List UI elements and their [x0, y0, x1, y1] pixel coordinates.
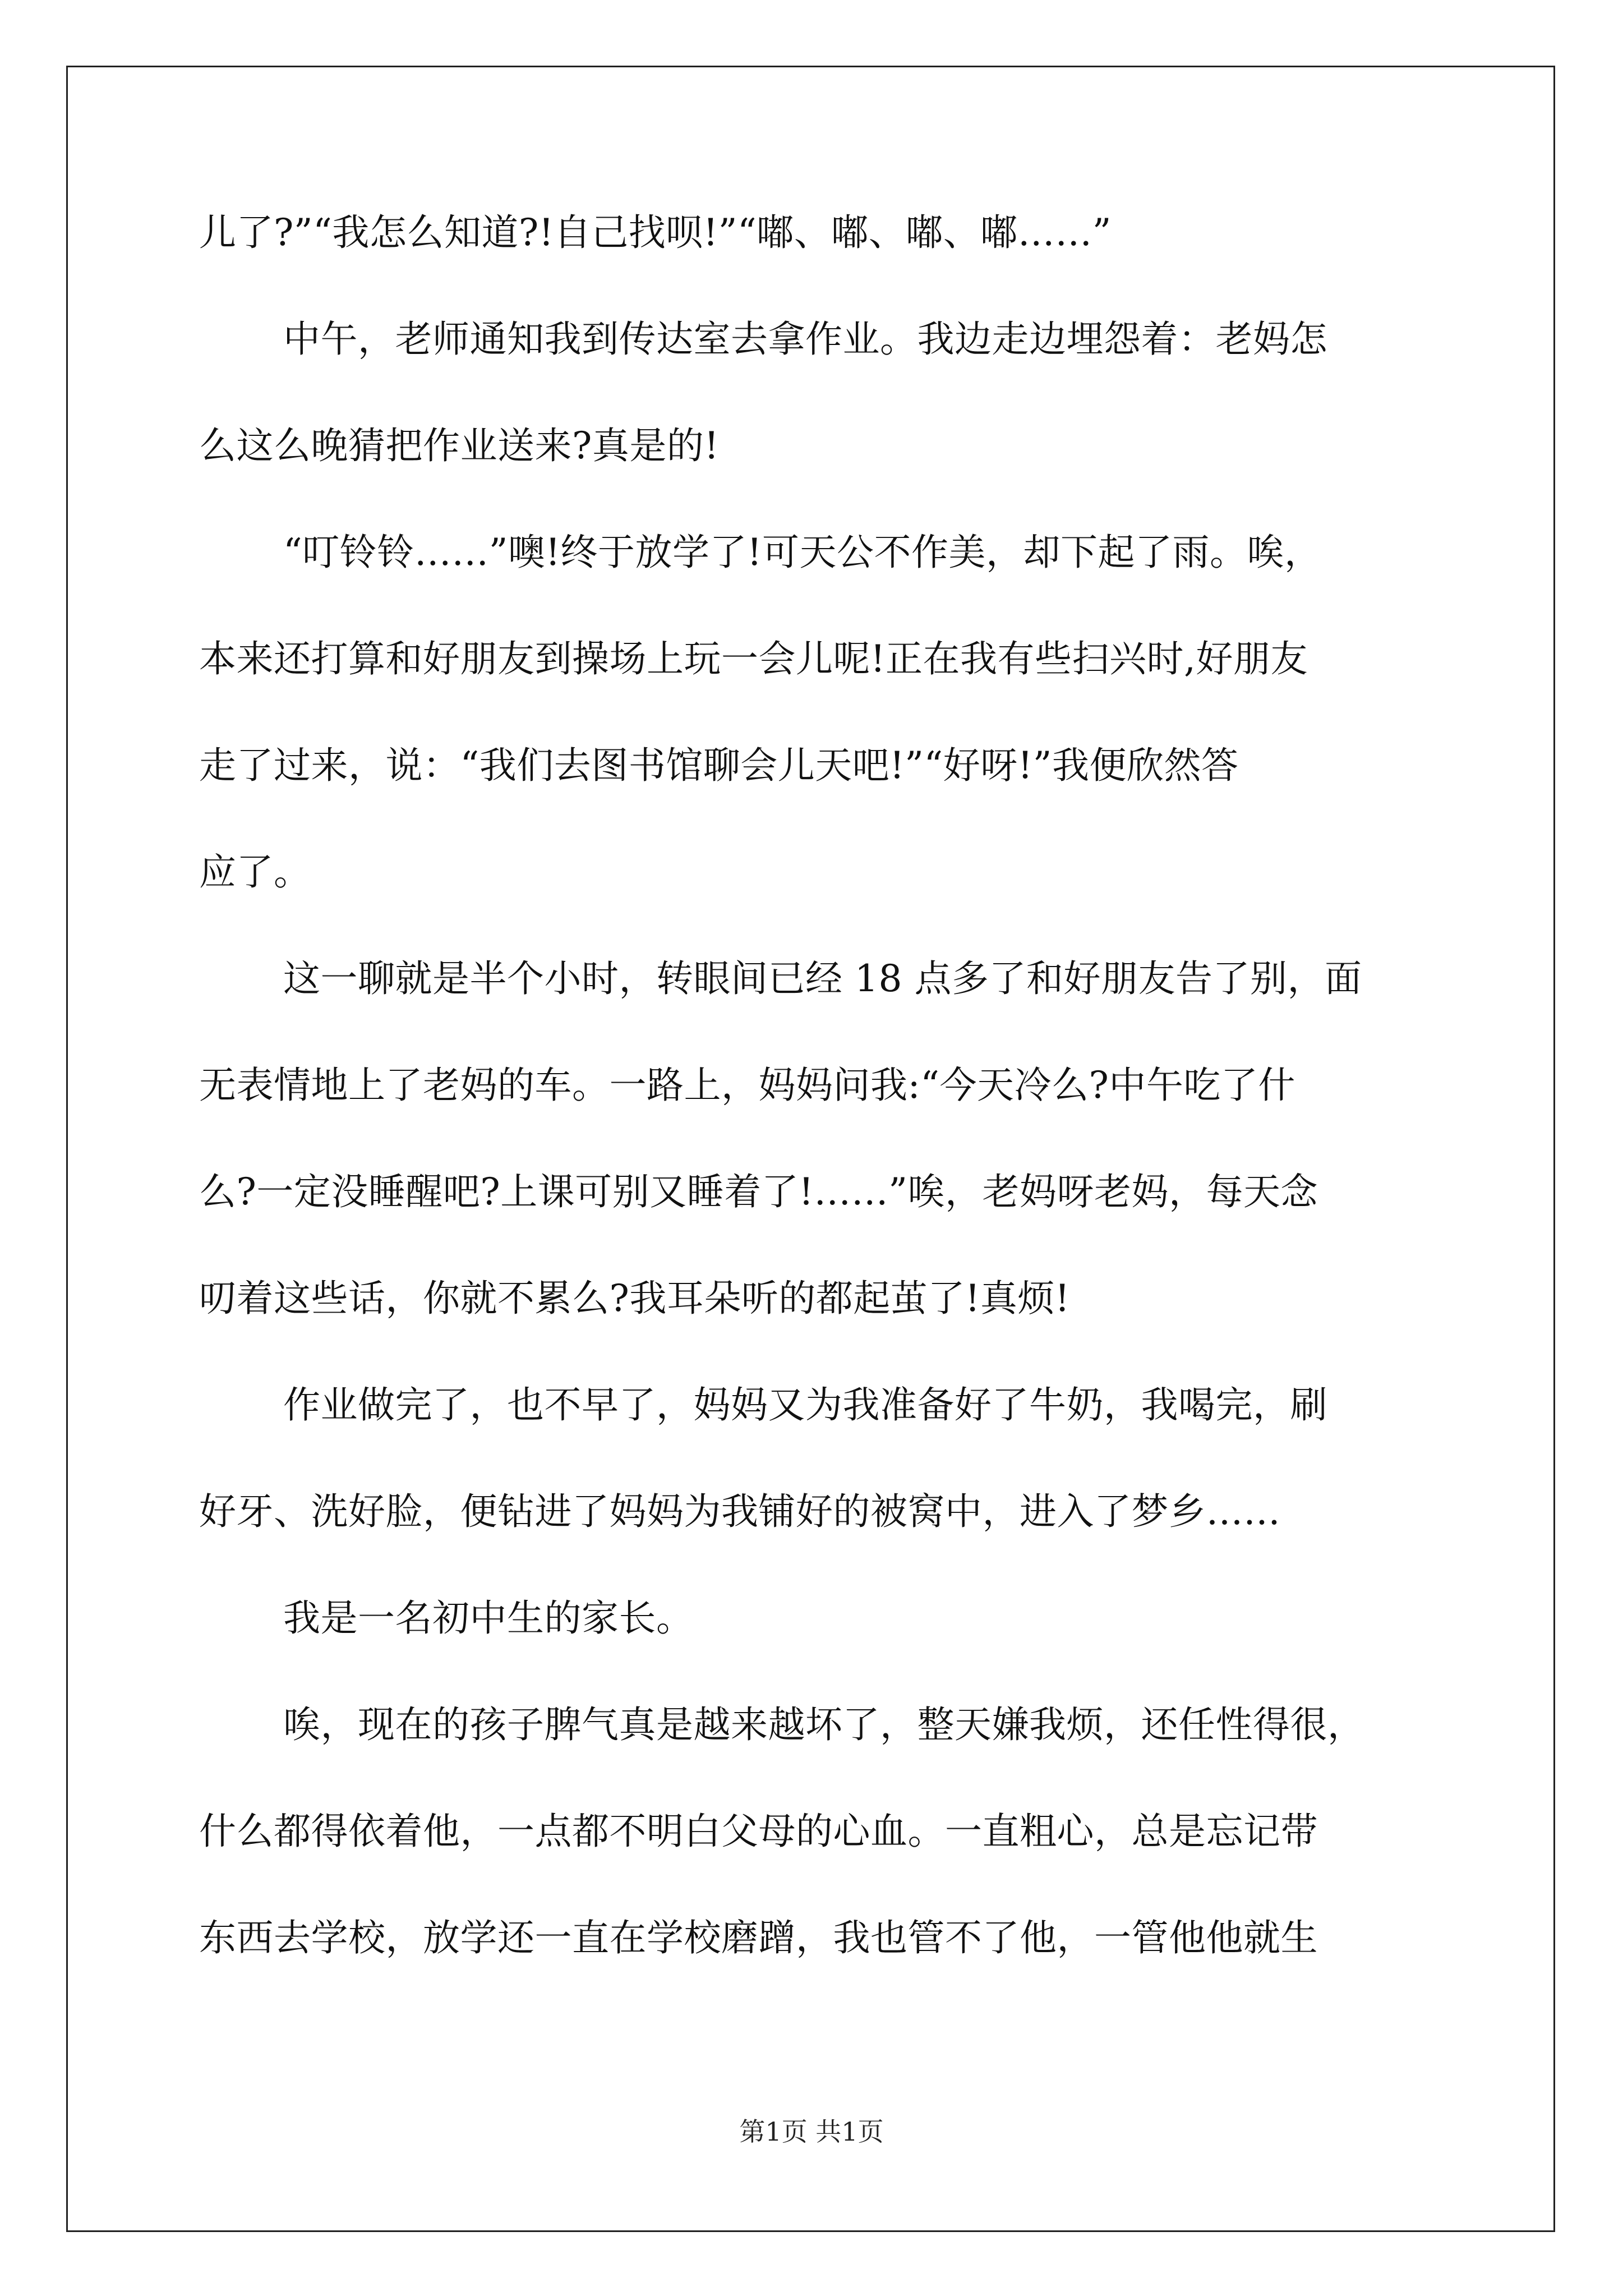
text-line: 东西去学校，放学还一直在学校磨蹭，我也管不了他，一管他他就生: [199, 1916, 1318, 1959]
text-line: 中午，老师通知我到传达室去拿作业。我边走边埋怨着：老妈怎: [283, 318, 1327, 361]
text-line: 走了过来，说：“我们去图书馆聊会儿天吧!”“好呀!”我便欣然答: [199, 744, 1239, 787]
text-line: 无表情地上了老妈的车。一路上，妈妈问我:“今天冷么?中午吃了什: [199, 1064, 1295, 1107]
text-line: 儿了?”“我怎么知道?!自己找呗!”“嘟、嘟、嘟、嘟……”: [199, 211, 1112, 254]
text-line: 什么都得依着他，一点都不明白父母的心血。一直粗心，总是忘记带: [199, 1810, 1318, 1853]
text-line: 好牙、洗好脸，便钻进了妈妈为我铺好的被窝中，进入了梦乡……: [199, 1490, 1281, 1533]
text-line: 作业做完了，也不早了，妈妈又为我准备好了牛奶，我喝完，刷: [283, 1383, 1327, 1427]
page-footer: 第1页 共1页: [739, 2116, 884, 2147]
text-line: “叮铃铃……”噢!终于放学了!可天公不作美，却下起了雨。唉，: [283, 531, 1322, 574]
text-line: 唉，现在的孩子脾气真是越来越坏了，整天嫌我烦，还任性得很，: [283, 1703, 1365, 1746]
text-line: 这一聊就是半个小时，转眼间已经 18 点多了和好朋友告了别，面: [283, 957, 1362, 1000]
text-line: 叨着这些话，你就不累么?我耳朵听的都起茧了!真烦!: [199, 1277, 1070, 1320]
text-line: 么?一定没睡醒吧?上课可别又睡着了!……”唉，老妈呀老妈，每天念: [199, 1170, 1318, 1213]
text-line: 么这么晚猜把作业送来?真是的!: [199, 424, 720, 467]
text-line: 应了。: [199, 850, 311, 894]
text-line: 本来还打算和好朋友到操场上玩一会儿呢!正在我有些扫兴时,好朋友: [199, 637, 1308, 680]
page-border: [66, 66, 1555, 2232]
text-line: 我是一名初中生的家长。: [283, 1596, 694, 1640]
